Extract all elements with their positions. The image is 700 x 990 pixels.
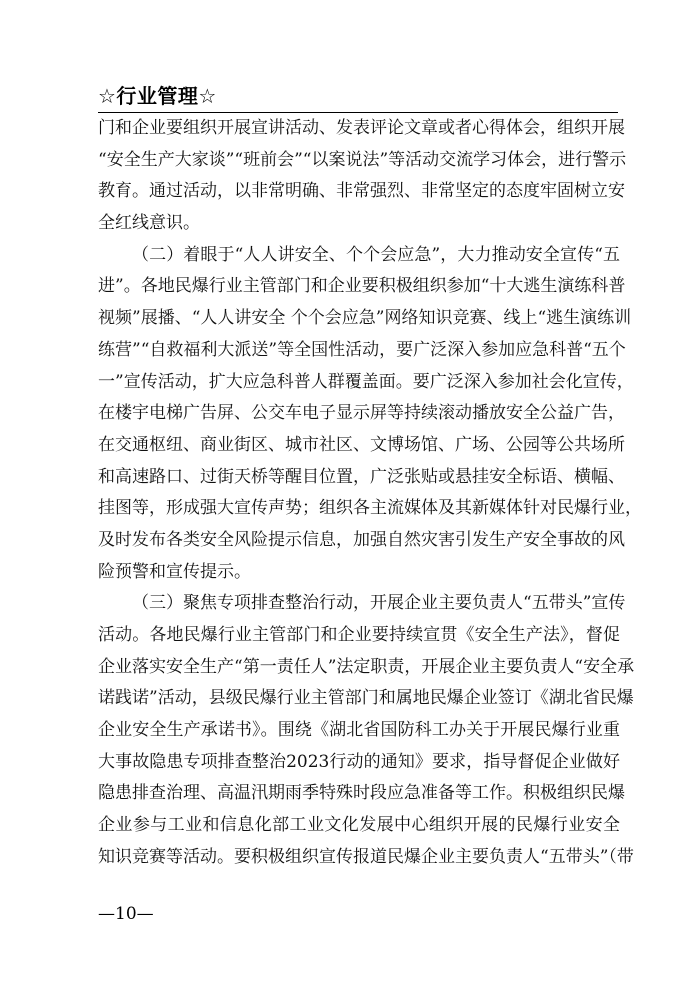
text-line: 在楼宇电梯广告屏、公交车电子显示屏等持续滚动播放安全公益广告， <box>98 403 625 424</box>
text-line: 进”。各地民爆行业主管部门和企业要积极组织参加“十大逃生演练科普 <box>98 276 626 297</box>
text-line: 视频”展播、“人人讲安全 个个会应急”网络知识竞赛、线上“逃生演练训 <box>98 308 632 329</box>
text-line: 挂图等，形成强大宣传声势；组织各主流媒体及其新媒体针对民爆行业， <box>98 498 642 519</box>
text-line: 企业落实安全生产“第一责任人”法定职责，开展企业主要负责人“安全承 <box>98 656 635 677</box>
text-line: 隐患排查治理、高温汛期雨季特殊时段应急准备等工作。积极组织民爆 <box>98 783 625 804</box>
body-text <box>98 113 642 874</box>
text-line: 活动。各地民爆行业主管部门和企业要持续宣贯《安全生产法》，督促 <box>98 625 620 645</box>
text-line: 练营”“自救福利大派送”等全国性活动，要广泛深入参加应急科普“五个 <box>98 339 626 360</box>
text-line: 诺践诺”活动，县级民爆行业主管部门和属地民爆企业签订《湖北省民爆 <box>98 688 634 709</box>
text-line: 全红线意识。 <box>98 213 200 234</box>
section-header: ☆行业管理☆ <box>98 84 217 108</box>
text-line: （二）着眼于“人人讲安全、个个会应急”，大力推动安全宣传“五 <box>132 244 620 265</box>
text-line: 险预警和宣传提示。 <box>98 561 251 582</box>
text-line: 一”宣传活动，扩大应急科普人群覆盖面。要广泛深入参加社会化宣传， <box>98 371 634 392</box>
text-line: 大事故隐患专项排查整治2023行动的通知》要求，指导督促企业做好 <box>98 751 620 772</box>
text-line: “安全生产大家谈”“班前会”“以案说法”等活动交流学习体会，进行警示 <box>98 149 627 170</box>
paragraph <box>98 588 635 873</box>
text-line: （三）聚焦专项排查整治行动，开展企业主要负责人“五带头”宣传 <box>132 593 626 614</box>
text-line: 和高速路口、过街天桥等醒目位置，广泛张贴或悬挂安全标语、横幅、 <box>98 466 625 487</box>
text-line: 企业安全生产承诺书》。围绕《湖北省国防科工办关于开展民爆行业重 <box>98 720 620 741</box>
paragraph <box>98 113 627 240</box>
text-line: 门和企业要组织开展宣讲活动、发表评论文章或者心得体会，组织开展 <box>98 118 625 138</box>
text-line: 知识竞赛等活动。要积极组织宣传报道民爆企业主要负责人“五带头”（带 <box>98 846 634 867</box>
text-line: 教育。通过活动，以非常明确、非常强烈、非常坚定的态度牢固树立安 <box>98 181 625 202</box>
text-line: 企业参与工业和信息化部工业文化发展中心组织开展的民爆行业安全 <box>98 815 620 836</box>
paragraph <box>98 240 642 589</box>
text-line: 及时发布各类安全风险提示信息，加强自然灾害引发生产安全事故的风 <box>98 529 625 550</box>
page-number: —10— <box>98 904 154 924</box>
text-line: 在交通枢纽、商业街区、城市社区、文博场馆、广场、公园等公共场所 <box>98 434 625 455</box>
